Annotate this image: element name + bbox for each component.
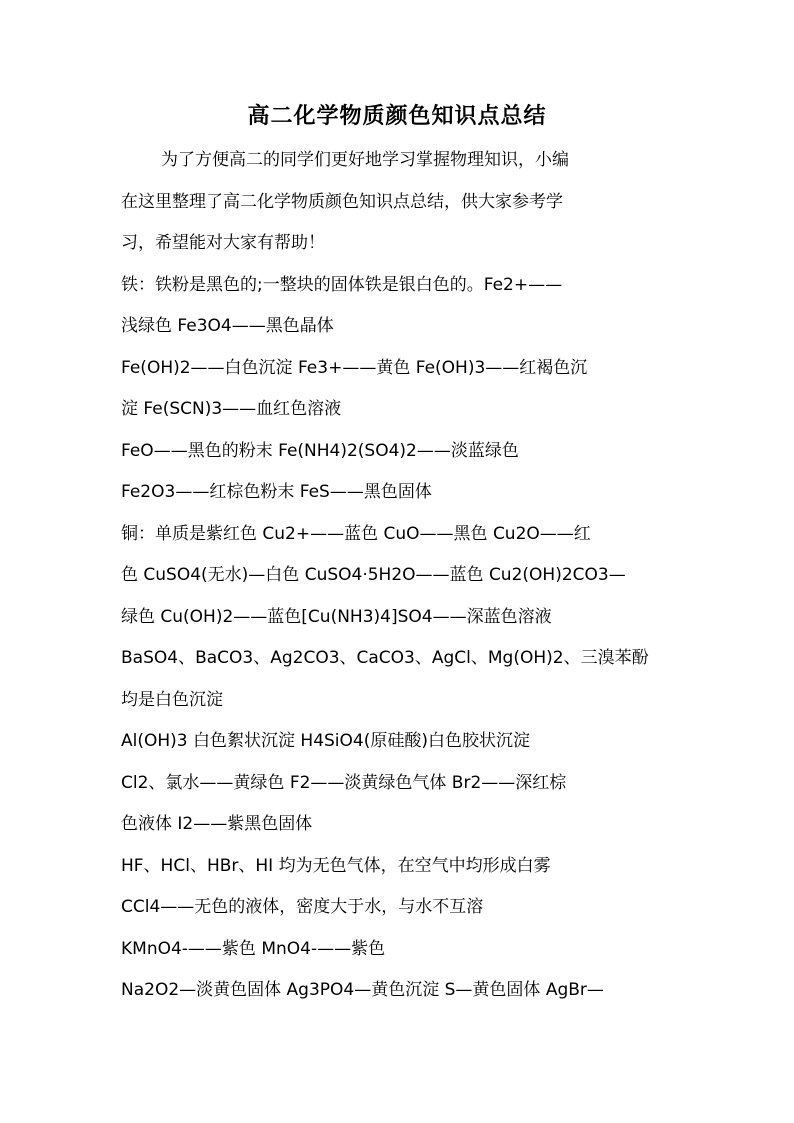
copper-line-3: 绿色 Cu(OH)2——蓝色[Cu(NH3)4]SO4——深蓝色溶液: [121, 606, 552, 627]
copper-line-2: 色 CuSO4(无水)—白色 CuSO4·5H2O——蓝色 Cu2(OH)2CO3—: [121, 565, 626, 585]
iron-line-5: FeO——黑色的粉末 Fe(NH4)2(SO4)2——淡蓝绿色: [121, 440, 519, 461]
halogen-line-1: Cl2、氯水——黄绿色 F2——淡黄绿色气体 Br2——深红棕: [121, 772, 567, 793]
intro-line-1: 为了方便高二的同学们更好地学习掌握物理知识，小编: [161, 150, 569, 170]
ccl4-line: CCl4——无色的液体，密度大于水，与水不互溶: [121, 897, 484, 917]
intro-line-3: 习，希望能对大家有帮助！: [121, 233, 325, 253]
halogen-line-2: 色液体 I2——紫黑色固体: [121, 814, 313, 834]
sodium-peroxide-line: Na2O2—淡黄色固体 Ag3PO4—黄色沉淀 S—黄色固体 AgBr—: [121, 980, 604, 1000]
iron-line-4: 淀 Fe(SCN)3——血红色溶液: [121, 399, 342, 419]
white-precipitate-line-2: 均是白色沉淀: [121, 689, 223, 710]
iron-line-3: Fe(OH)2——白色沉淀 Fe3+——黄色 Fe(OH)3——红褐色沉: [121, 357, 588, 378]
aluminum-line: Al(OH)3 白色絮状沉淀 H4SiO4(原硅酸)白色胶状沉淀: [121, 731, 530, 751]
iron-line-6: Fe2O3——红棕色粉末 FeS——黑色固体: [121, 482, 432, 502]
copper-line-1: 铜：单质是紫红色 Cu2+——蓝色 CuO——黑色 Cu2O——红: [121, 523, 591, 544]
document-body: [121, 140, 676, 1012]
iron-line-2: 浅绿色 Fe3O4——黑色晶体: [121, 316, 334, 336]
intro-line-2: 在这里整理了高二化学物质颜色知识点总结，供大家参考学: [121, 191, 563, 212]
iron-line-1: 铁：铁粉是黑色的;一整块的固体铁是银白色的。Fe2+——: [121, 274, 563, 295]
hydrogen-halide-line: HF、HCl、HBr、HI 均为无色气体，在空气中均形成白雾: [121, 855, 551, 876]
permanganate-line: KMnO4-——紫色 MnO4-——紫色: [121, 938, 386, 959]
page-title: 高二化学物质颜色知识点总结: [247, 103, 547, 129]
white-precipitate-line-1: BaSO4、BaCO3、Ag2CO3、CaCO3、AgCl、Mg(OH)2、三溴苯酚: [121, 648, 649, 668]
